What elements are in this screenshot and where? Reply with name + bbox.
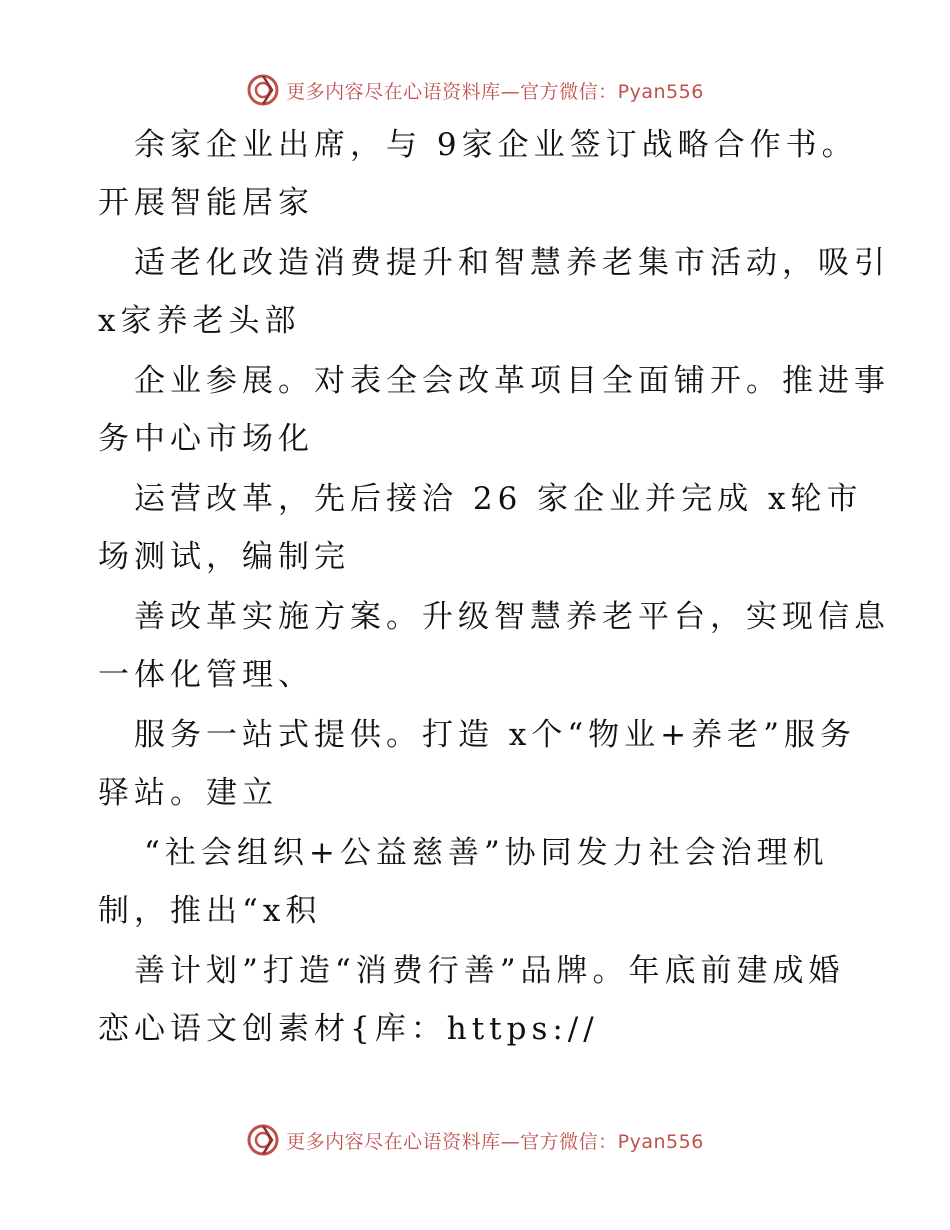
body-line: 场测试，编制完 [98, 539, 350, 575]
body-line: x家养老头部 [98, 303, 301, 339]
body-line: 善改革实施方案。升级智慧养老平台，实现信息 [134, 599, 890, 635]
body-line: 一体化管理、 [98, 657, 314, 693]
body-line: 恋心语文创素材{库：https:// [98, 1011, 599, 1047]
header-watermark [0, 70, 950, 110]
footer-watermark-text: 更多内容尽在心语资料库—官方微信：Pyan556 [286, 1130, 704, 1153]
body-line: 制，推出“x积 [98, 893, 322, 929]
body-line: 企业参展。对表全会改革项目全面铺开。推进事 [134, 363, 890, 399]
header-watermark-text: 更多内容尽在心语资料库—官方微信：Pyan556 [286, 80, 704, 103]
body-line: 运营改革，先后接洽 26 家企业并完成 x轮市 [134, 481, 863, 517]
body-line: 余家企业出席，与 9家企业签订战略合作书。 [134, 127, 858, 163]
body-line: “社会组织+公益慈善”协同发力社会治理机 [144, 835, 829, 871]
body-line: 服务一站式提供。打造 x个“物业+养老”服务 [134, 717, 857, 753]
body-line: 善计划”打造“消费行善”品牌。年底前建成婚 [134, 953, 845, 989]
body-line: 务中心市场化 [98, 421, 314, 457]
logo-icon [246, 1123, 280, 1157]
body-line: 驿站。建立 [98, 775, 278, 811]
body-line: 开展智能居家 [98, 185, 314, 221]
logo-icon [246, 73, 280, 107]
footer-watermark [0, 1120, 950, 1160]
body-line: 适老化改造消费提升和智慧养老集市活动，吸引 [134, 245, 890, 281]
